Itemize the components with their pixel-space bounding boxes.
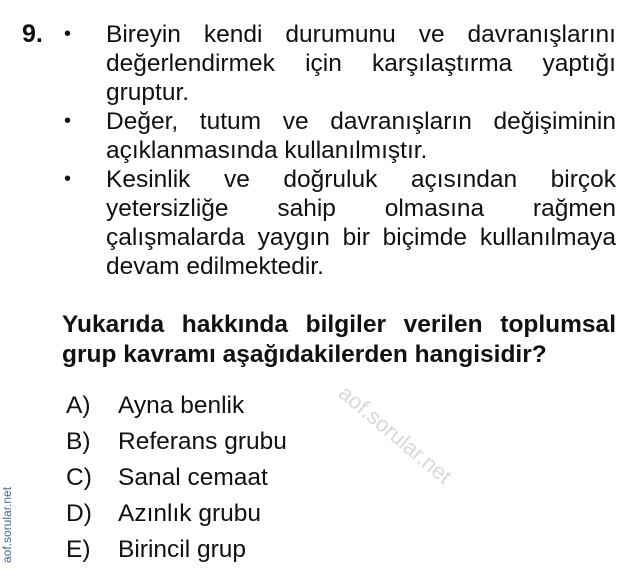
bullet-text: Kesinlik ve doğruluk açısından birçok yetersizliğe sahip olmasına rağmen çalışmalarda yaygın bir biçimde kullanılmaya devam edilmektedir. bbox=[106, 166, 616, 280]
bullet-icon: • bbox=[64, 23, 72, 45]
option-text: Azınlık grubu bbox=[118, 500, 261, 527]
question-stem: Yukarıda hakkında bilgiler verilen toplumsal grup kavramı aşağıdakilerden hangisidir? bbox=[62, 311, 616, 368]
bullet-item bbox=[60, 20, 616, 107]
option-a[interactable] bbox=[66, 388, 287, 424]
option-letter: A) bbox=[66, 392, 91, 419]
question-number: 9. bbox=[22, 20, 43, 48]
bullet-icon: • bbox=[64, 168, 72, 190]
option-text: Ayna benlik bbox=[118, 392, 245, 419]
option-letter: B) bbox=[66, 428, 91, 455]
option-letter: E) bbox=[66, 536, 91, 563]
diagonal-watermark: aof.sorular.net bbox=[333, 380, 457, 489]
option-text: Sanal cemaat bbox=[118, 464, 268, 491]
option-letter: C) bbox=[66, 464, 92, 491]
bullet-text: Bireyin kendi durumunu ve davranışlarını değerlendirmek için karşılaştırma yaptığı gruptur. bbox=[106, 21, 616, 106]
bullet-list bbox=[60, 20, 616, 281]
side-watermark: aof.sorular.net bbox=[0, 486, 14, 564]
bullet-item bbox=[60, 165, 616, 281]
option-b[interactable] bbox=[66, 424, 287, 460]
answer-options bbox=[66, 388, 287, 568]
bullet-text: Değer, tutum ve davranışların değişiminin açıklanmasında kullanılmıştır. bbox=[106, 108, 616, 164]
bullet-icon: • bbox=[64, 110, 72, 132]
option-c[interactable] bbox=[66, 460, 287, 496]
option-text: Referans grubu bbox=[118, 428, 287, 455]
option-d[interactable] bbox=[66, 496, 287, 532]
bullet-item bbox=[60, 107, 616, 165]
option-letter: D) bbox=[66, 500, 92, 527]
option-e[interactable] bbox=[66, 532, 287, 568]
option-text: Birincil grup bbox=[118, 536, 246, 563]
